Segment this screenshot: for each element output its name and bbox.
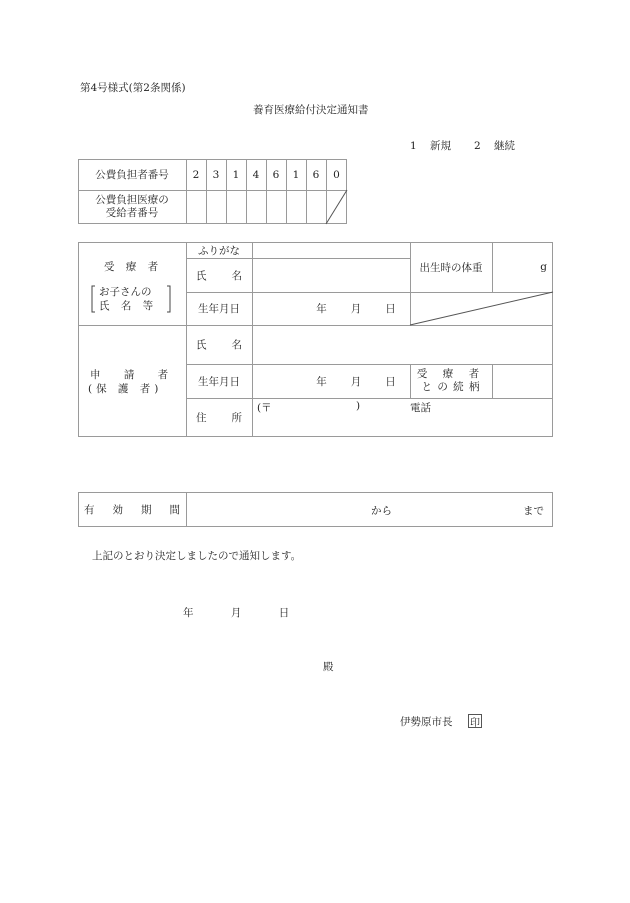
recipient-label-line2: 受給者番号: [105, 207, 159, 219]
type-option-number: 2: [474, 140, 481, 152]
payer-digit[interactable]: 0: [333, 168, 340, 181]
applicant-heading: [88, 368, 178, 396]
recipient-digit[interactable]: [246, 190, 266, 224]
recipient-digit[interactable]: [266, 190, 286, 224]
type-option-label: 新規: [430, 140, 452, 152]
month-label: 月: [350, 303, 362, 315]
patient-subheading: [89, 284, 173, 314]
heading-line1: 申 請 者: [90, 369, 179, 381]
diagonal-strike: [410, 292, 553, 325]
year-label: 年: [183, 607, 194, 619]
phone-label: 電話: [410, 402, 431, 414]
from-label: から: [371, 505, 392, 517]
applicant-dob-field[interactable]: [252, 364, 410, 398]
diagonal-strike: [326, 190, 347, 224]
applicant-name-label: [186, 325, 252, 364]
day-label: 日: [385, 303, 396, 315]
label-char: 間: [169, 504, 180, 516]
payer-digit[interactable]: 1: [292, 168, 300, 181]
payer-digit[interactable]: 6: [312, 168, 320, 181]
label-char: 氏: [196, 339, 207, 351]
type-option-new[interactable]: [410, 138, 451, 153]
form-id: 第4号様式(第2条関係): [80, 82, 186, 94]
patient-name-field[interactable]: [252, 258, 410, 292]
label-char: 期: [141, 504, 152, 516]
payer-digit[interactable]: 2: [192, 168, 200, 181]
applicant-name-field[interactable]: [252, 325, 553, 364]
relation-field[interactable]: [492, 364, 553, 398]
year-label: 年: [316, 375, 327, 388]
patient-heading: 受 療 者: [104, 261, 163, 273]
recipient-digit[interactable]: [186, 190, 206, 224]
payer-digit[interactable]: 6: [272, 168, 280, 181]
postal-open: (〒: [257, 402, 272, 414]
recipient-label-line1: 公費負担医療の: [95, 194, 169, 206]
furigana-field[interactable]: [252, 242, 410, 258]
patient-dob-field[interactable]: [252, 292, 410, 325]
addressee-suffix: 殿: [323, 661, 334, 673]
subheading-line1: お子さんの: [99, 286, 152, 298]
label-char: 効: [112, 504, 123, 516]
payer-digit[interactable]: 4: [252, 168, 260, 181]
recipient-number-label: [78, 190, 186, 224]
weight-unit: g: [540, 261, 547, 273]
relation-line2: と の 続 柄: [421, 381, 481, 393]
payer-number-label: 公費負担者番号: [95, 169, 169, 181]
label-char: 名: [231, 339, 242, 351]
payer-digit[interactable]: 3: [212, 168, 220, 181]
recipient-digit[interactable]: [226, 190, 246, 224]
patient-dob-label: 生年月日: [198, 303, 240, 315]
type-option-continue[interactable]: [474, 138, 515, 153]
issuer: 伊勢原市長: [400, 716, 453, 728]
patient-name-label: [186, 258, 252, 292]
month-label: 月: [350, 375, 362, 388]
month-label: 月: [230, 607, 242, 619]
applicant-dob-label: 生年月日: [198, 375, 240, 388]
address-label: [186, 398, 252, 437]
validity-field[interactable]: [186, 492, 553, 527]
subheading-line2: 氏 名 等: [99, 300, 158, 312]
label-char: 名: [231, 269, 242, 282]
to-label: まで: [523, 505, 544, 517]
notice-text: 上記のとおり決定しましたので通知します。: [92, 550, 302, 562]
address-field[interactable]: [252, 398, 553, 437]
issue-date[interactable]: [183, 605, 289, 620]
label-char: 氏: [196, 269, 207, 282]
birth-weight-label: 出生時の体重: [419, 261, 483, 274]
label-char: 有: [84, 504, 95, 516]
label-char: 住: [196, 412, 207, 424]
recipient-digit[interactable]: [306, 190, 326, 224]
relation-label: [410, 364, 492, 398]
type-option-number: 1: [410, 140, 417, 152]
recipient-digit[interactable]: [206, 190, 226, 224]
postal-close: ): [356, 400, 361, 412]
relation-line1: 受 療 者: [416, 368, 486, 380]
heading-line2: (保 護 者): [88, 383, 163, 395]
payer-digit[interactable]: 1: [232, 168, 240, 181]
day-label: 日: [385, 375, 396, 388]
recipient-digit[interactable]: [286, 190, 306, 224]
furigana-label: ふりがな: [198, 244, 240, 257]
validity-label: [78, 492, 186, 527]
page-title: 養育医療給付決定通知書: [253, 104, 369, 116]
seal-icon: 印: [468, 714, 482, 728]
type-option-label: 継続: [494, 140, 516, 152]
label-char: 所: [231, 412, 242, 424]
day-label: 日: [278, 607, 290, 619]
year-label: 年: [316, 303, 327, 315]
birth-weight-field[interactable]: [492, 242, 553, 292]
